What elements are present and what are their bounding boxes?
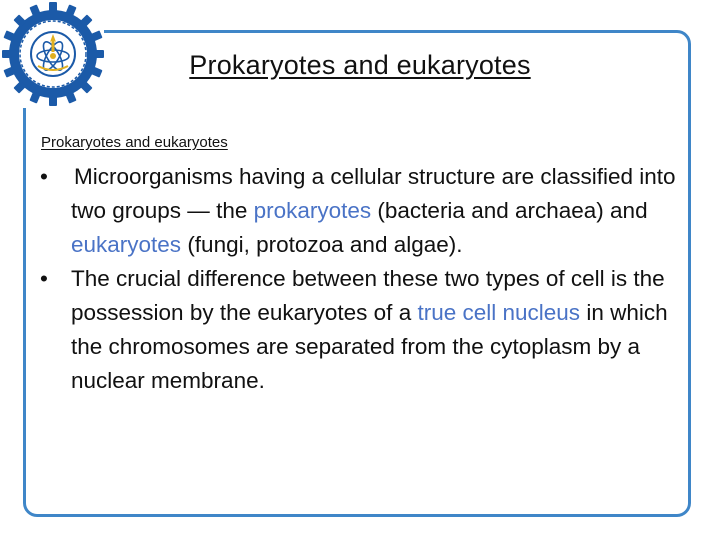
bullet-text: Microorganisms having a cellular structure are classified into two groups — the — [71, 164, 676, 223]
bullet-text: in which the chromosomes are separated from the cytoplasm by a nuclear membrane. — [71, 300, 668, 393]
slide-title: Prokaryotes and eukaryotes — [189, 50, 531, 80]
university-logo — [2, 0, 104, 108]
bullet-icon: • — [40, 164, 48, 189]
slide-subtitle: Prokaryotes and eukaryotes — [41, 134, 228, 151]
bullet-item — [40, 160, 680, 262]
bullet-icon: • — [40, 266, 48, 291]
bullet-text: (fungi, protozoa and algae). — [181, 232, 463, 257]
highlight-term-eukaryotes: eukaryotes — [71, 232, 182, 257]
bullet-text: (bacteria and archaea) and — [371, 198, 648, 223]
bullet-list — [40, 160, 680, 398]
bullet-item — [40, 262, 680, 398]
university-seal-icon — [2, 0, 104, 108]
highlight-term-nucleus: true cell nucleus — [417, 300, 581, 325]
bullet-text: The crucial difference between these two types of cell is the possession by the eukaryotes of a — [71, 266, 665, 325]
highlight-term-prokaryotes: prokaryotes — [253, 198, 372, 223]
